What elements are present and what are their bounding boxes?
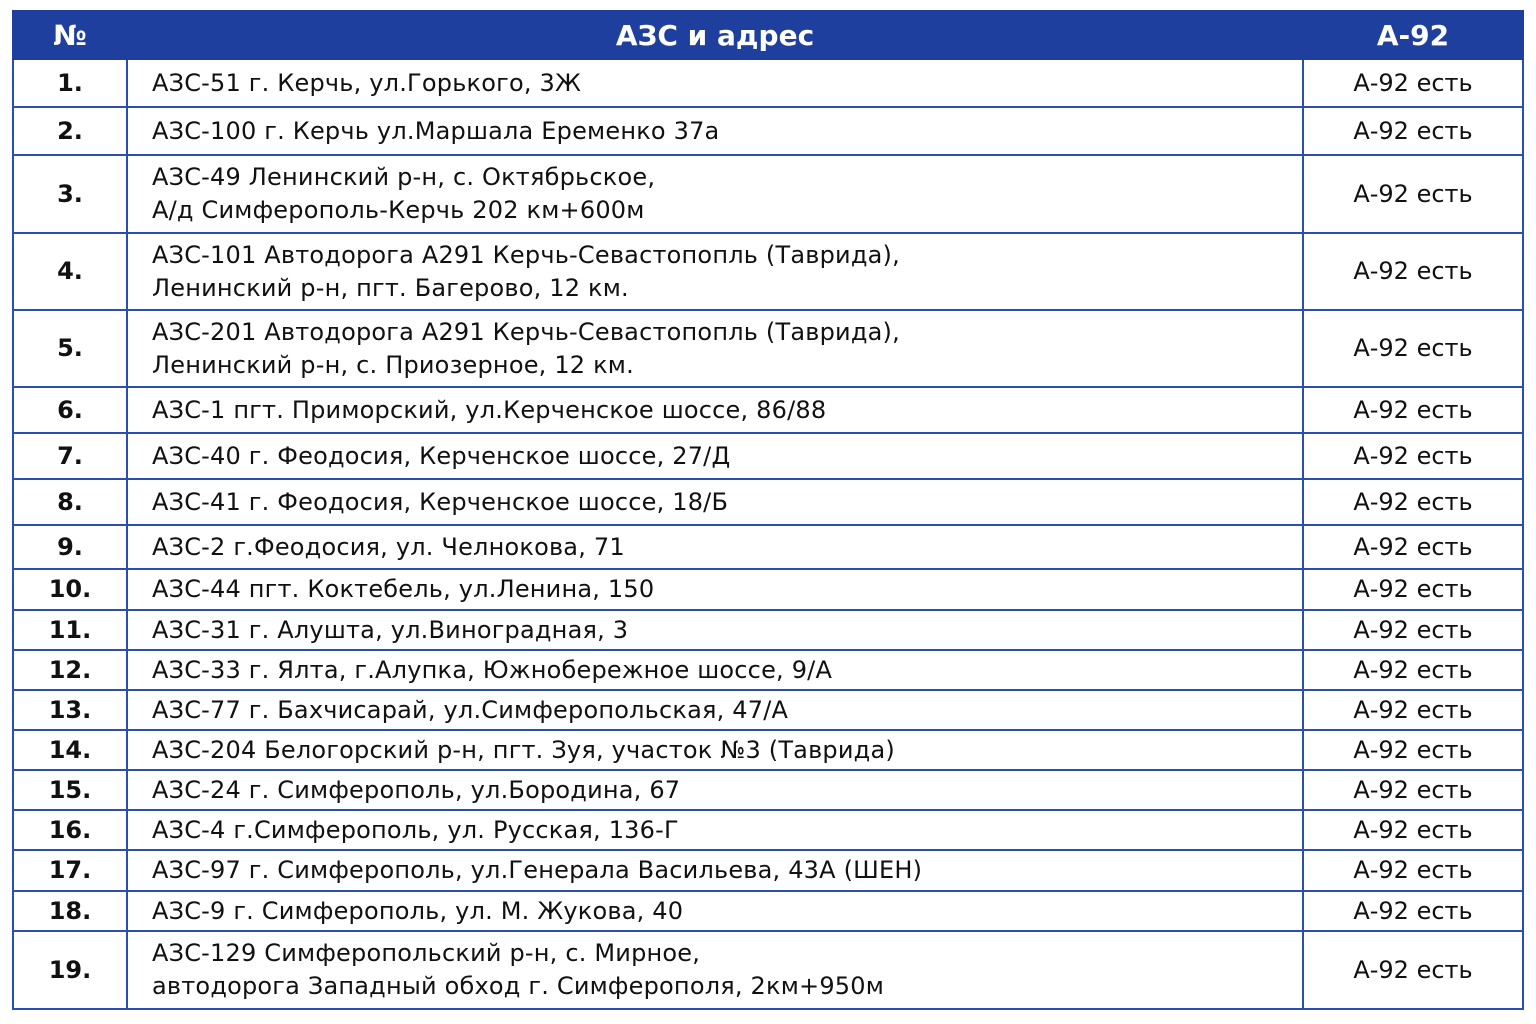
row-number: 4.: [13, 233, 127, 310]
row-number: 8.: [13, 479, 127, 525]
station-address: [127, 730, 1303, 770]
row-number: 1.: [13, 59, 127, 107]
row-number: 14.: [13, 730, 127, 770]
station-address: [127, 610, 1303, 650]
address-line: АЗС-40 г. Феодосия, Керченское шоссе, 27/Д: [152, 441, 731, 470]
address-line: АЗС-49 Ленинский р-н, с. Октябрьское,: [152, 163, 656, 191]
station-address: [127, 107, 1303, 155]
address-line: АЗС-24 г. Симферополь, ул.Бородина, 67: [152, 775, 681, 804]
address-line: АЗС-1 пгт. Приморский, ул.Керченское шоссе, 86/88: [152, 395, 827, 424]
fuel-availability: А-92 есть: [1303, 525, 1523, 569]
table-row: [13, 891, 1523, 931]
row-number: 5.: [13, 310, 127, 387]
table-row: [13, 310, 1523, 387]
table-row: [13, 730, 1523, 770]
fuel-availability: А-92 есть: [1303, 610, 1523, 650]
row-number: 9.: [13, 525, 127, 569]
address-line: АЗС-4 г.Симферополь, ул. Русская, 136-Г: [152, 815, 679, 844]
table-header-row: [13, 11, 1523, 59]
address-line: АЗС-51 г. Керчь, ул.Горького, 3Ж: [152, 68, 582, 97]
table-body: [13, 59, 1523, 1009]
station-address: [127, 310, 1303, 387]
station-address: [127, 891, 1303, 931]
station-address: [127, 770, 1303, 810]
fuel-availability: А-92 есть: [1303, 891, 1523, 931]
fuel-availability: А-92 есть: [1303, 690, 1523, 730]
table-row: [13, 433, 1523, 479]
address-line: АЗС-129 Симферопольский р-н, с. Мирное,: [152, 939, 701, 967]
address-line: Ленинский р-н, с. Приозерное, 12 км.: [152, 350, 634, 379]
station-address: [127, 810, 1303, 850]
station-address: [127, 387, 1303, 433]
address-line: А/д Симферополь-Керчь 202 км+600м: [152, 196, 645, 224]
address-line: АЗС-9 г. Симферополь, ул. М. Жукова, 40: [152, 896, 684, 925]
row-number: 18.: [13, 891, 127, 931]
table-row: [13, 479, 1523, 525]
column-header-number: №: [13, 11, 127, 59]
station-address: [127, 650, 1303, 690]
station-address: [127, 931, 1303, 1009]
column-header-fuel: А-92: [1303, 11, 1523, 59]
column-header-address: АЗС и адрес: [127, 11, 1303, 59]
fuel-availability: А-92 есть: [1303, 310, 1523, 387]
table-row: [13, 770, 1523, 810]
fuel-availability: А-92 есть: [1303, 730, 1523, 770]
table-row: [13, 525, 1523, 569]
fuel-availability: А-92 есть: [1303, 107, 1523, 155]
table-row: [13, 569, 1523, 610]
table-row: [13, 387, 1523, 433]
address-line: АЗС-44 пгт. Коктебель, ул.Ленина, 150: [152, 575, 655, 603]
table-row: [13, 931, 1523, 1009]
station-address: [127, 690, 1303, 730]
fuel-availability: А-92 есть: [1303, 770, 1523, 810]
row-number: 7.: [13, 433, 127, 479]
fuel-availability: А-92 есть: [1303, 155, 1523, 233]
fuel-availability: А-92 есть: [1303, 931, 1523, 1009]
address-line: АЗС-97 г. Симферополь, ул.Генерала Васильева, 43А (ШЕН): [152, 856, 923, 884]
address-line: автодорога Западный обход г. Симферополя, 2км+950м: [152, 972, 885, 1000]
address-line: АЗС-77 г. Бахчисарай, ул.Симферопольская, 47/А: [152, 695, 789, 724]
fuel-availability: А-92 есть: [1303, 810, 1523, 850]
fuel-availability: А-92 есть: [1303, 433, 1523, 479]
stations-table: [12, 10, 1524, 1010]
table-row: [13, 810, 1523, 850]
row-number: 3.: [13, 155, 127, 233]
row-number: 17.: [13, 850, 127, 891]
row-number: 12.: [13, 650, 127, 690]
station-address: [127, 433, 1303, 479]
address-line: АЗС-2 г.Феодосия, ул. Челнокова, 71: [152, 532, 625, 561]
fuel-availability: А-92 есть: [1303, 233, 1523, 310]
row-number: 13.: [13, 690, 127, 730]
stations-table-wrapper: [12, 10, 1522, 1010]
address-line: АЗС-33 г. Ялта, г.Алупка, Южнобережное шоссе, 9/А: [152, 655, 833, 684]
fuel-availability: А-92 есть: [1303, 59, 1523, 107]
table-row: [13, 233, 1523, 310]
row-number: 11.: [13, 610, 127, 650]
table-row: [13, 850, 1523, 891]
station-address: [127, 59, 1303, 107]
table-row: [13, 650, 1523, 690]
row-number: 6.: [13, 387, 127, 433]
station-address: [127, 525, 1303, 569]
address-line: АЗС-201 Автодорога А291 Керчь-Севастопопль (Таврида),: [152, 317, 900, 346]
address-line: АЗС-41 г. Феодосия, Керченское шоссе, 18/Б: [152, 487, 729, 516]
row-number: 10.: [13, 569, 127, 610]
table-row: [13, 690, 1523, 730]
row-number: 19.: [13, 931, 127, 1009]
table-row: [13, 107, 1523, 155]
table-row: [13, 155, 1523, 233]
row-number: 15.: [13, 770, 127, 810]
fuel-availability: А-92 есть: [1303, 479, 1523, 525]
station-address: [127, 155, 1303, 233]
table-row: [13, 610, 1523, 650]
fuel-availability: А-92 есть: [1303, 650, 1523, 690]
row-number: 2.: [13, 107, 127, 155]
station-address: [127, 479, 1303, 525]
address-line: АЗС-100 г. Керчь ул.Маршала Еременко 37а: [152, 116, 720, 145]
row-number: 16.: [13, 810, 127, 850]
station-address: [127, 850, 1303, 891]
fuel-availability: А-92 есть: [1303, 569, 1523, 610]
fuel-availability: А-92 есть: [1303, 850, 1523, 891]
table-row: [13, 59, 1523, 107]
address-line: АЗС-31 г. Алушта, ул.Виноградная, 3: [152, 615, 629, 644]
station-address: [127, 233, 1303, 310]
address-line: АЗС-101 Автодорога А291 Керчь-Севастопопль (Таврида),: [152, 240, 900, 269]
station-address: [127, 569, 1303, 610]
fuel-availability: А-92 есть: [1303, 387, 1523, 433]
address-line: АЗС-204 Белогорский р-н, пгт. Зуя, участок №3 (Таврида): [152, 735, 895, 764]
address-line: Ленинский р-н, пгт. Багерово, 12 км.: [152, 273, 629, 302]
